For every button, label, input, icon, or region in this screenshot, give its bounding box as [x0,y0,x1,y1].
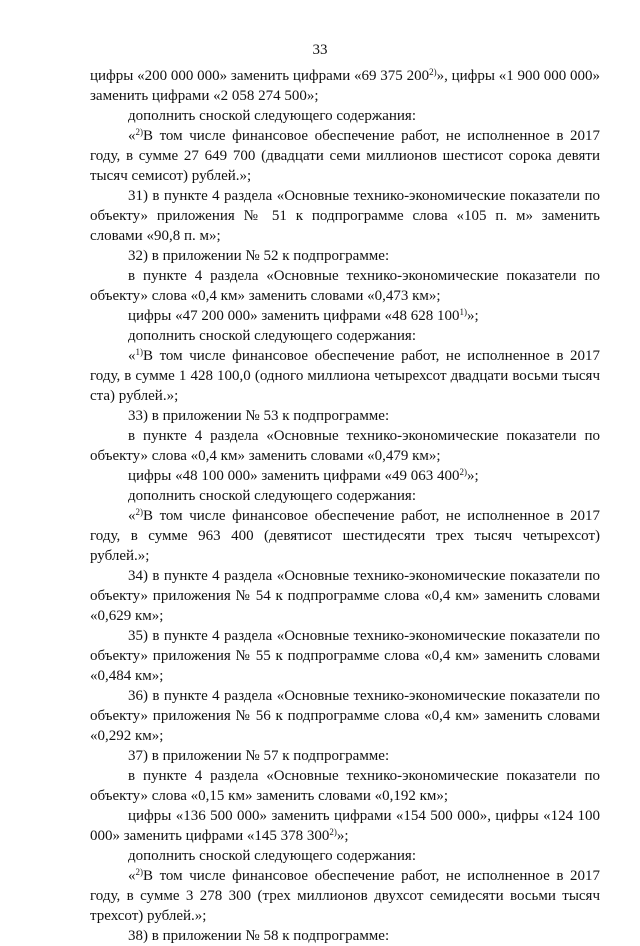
paragraph [90,926,600,946]
paragraph-text: 33) в приложении № 53 к подпрограмме: [128,408,390,424]
paragraph [90,486,600,506]
paragraph [90,566,600,626]
footnote-marker: 2) [329,827,337,837]
paragraph-text: цифры «136 500 000» заменить цифрами «154 500 000», цифры «124 100 000» заменить цифрами «145 378 300 [90,808,600,844]
paragraph [90,846,600,866]
paragraph-text: 37) в приложении № 57 к подпрограмме: [128,748,390,764]
paragraph-text-tail: »; [467,468,479,484]
document-body [90,66,600,946]
paragraph-text: « [128,128,136,144]
paragraph [90,246,600,266]
paragraph-text: 38) в приложении № 58 к подпрограмме: [128,928,390,944]
paragraph [90,766,600,806]
paragraph-text-tail: »; [467,308,479,324]
paragraph-text: 31) в пункте 4 раздела «Основные технико-экономические показатели по объекту» приложения № 51 к подпрограмме слова «105 п. м» заменить словами «90,8 п. м»; [90,188,600,244]
paragraph-text: дополнить сноской следующего содержания: [128,108,417,124]
paragraph-text: в пункте 4 раздела «Основные технико-экономические показатели по объекту» слова «0,4 км» заменить словами «0,479 км»; [90,428,600,464]
footnote-marker: 1) [135,347,143,357]
paragraph-text-tail: В том числе финансовое обеспечение работ, не исполненное в 2017 году, в сумме 3 278 300 (трех миллионов двухсот семидесяти восьми тысяч трехсот) рублей.»; [90,868,600,924]
paragraph [90,346,600,406]
paragraph-text: « [128,348,136,364]
paragraph-text-tail: »; [336,828,349,844]
paragraph-text: цифры «47 200 000» заменить цифрами «48 628 100 [128,308,460,324]
paragraph-text: 34) в пункте 4 раздела «Основные технико-экономические показатели по объекту» приложения № 54 к подпрограмме слова «0,4 км» заменить словами «0,629 км»; [90,568,600,624]
paragraph [90,746,600,766]
paragraph [90,106,600,126]
footnote-marker: 2) [429,67,437,77]
paragraph-text-tail: В том числе финансовое обеспечение работ, не исполненное в 2017 году, в сумме 963 400 (девятисот шестидесяти трех тысяч четырехсот) рублей.»; [90,508,600,564]
paragraph-text: « [128,508,136,524]
paragraph [90,426,600,466]
paragraph-text: 35) в пункте 4 раздела «Основные технико-экономические показатели по объекту» приложения № 55 к подпрограмме слова «0,4 км» заменить словами «0,484 км»; [90,628,600,684]
footnote-marker: 2) [135,127,143,137]
paragraph-text: 32) в приложении № 52 к подпрограмме: [128,248,390,264]
paragraph-text: дополнить сноской следующего содержания: [128,328,417,344]
paragraph-text-tail: », цифры «1 900 000 000» заменить цифрами «2 058 274 500»; [90,68,600,104]
paragraph [90,626,600,686]
paragraph [90,266,600,306]
footnote-marker: 2) [135,867,143,877]
paragraph [90,686,600,746]
paragraph [90,466,600,486]
paragraph-text: дополнить сноской следующего содержания: [128,488,417,504]
paragraph-text: дополнить сноской следующего содержания: [128,848,417,864]
paragraph [90,306,600,326]
paragraph-text-tail: В том числе финансовое обеспечение работ, не исполненное в 2017 году, в сумме 1 428 100,0 (одного миллиона четырехсот двадцати восьми тысяч ста) рублей.»; [90,348,600,404]
paragraph [90,506,600,566]
paragraph [90,806,600,846]
paragraph [90,326,600,346]
footnote-marker: 1) [459,307,467,317]
paragraph [90,126,600,186]
paragraph [90,186,600,246]
page-number: 33 [312,42,328,58]
paragraph-text-tail: В том числе финансовое обеспечение работ, не исполненное в 2017 году, в сумме 27 649 700 (двадцати семи миллионов шестисот сорока девяти тысяч семисот) рублей.»; [90,128,600,184]
paragraph [90,866,600,926]
footnote-marker: 2) [135,507,143,517]
paragraph-text: цифры «200 000 000» заменить цифрами «69 375 200 [90,68,430,84]
footnote-marker: 2) [459,467,467,477]
paragraph-text: в пункте 4 раздела «Основные технико-экономические показатели по объекту» слова «0,4 км» заменить словами «0,473 км»; [90,268,600,304]
paragraph-text: в пункте 4 раздела «Основные технико-экономические показатели по объекту» слова «0,15 км» заменить словами «0,192 км»; [90,768,600,804]
paragraph-text: « [128,868,136,884]
paragraph [90,66,600,106]
paragraph-text: цифры «48 100 000» заменить цифрами «49 063 400 [128,468,460,484]
paragraph [90,406,600,426]
paragraph-text: 36) в пункте 4 раздела «Основные технико-экономические показатели по объекту» приложения № 56 к подпрограмме слова «0,4 км» заменить словами «0,292 км»; [90,688,600,744]
